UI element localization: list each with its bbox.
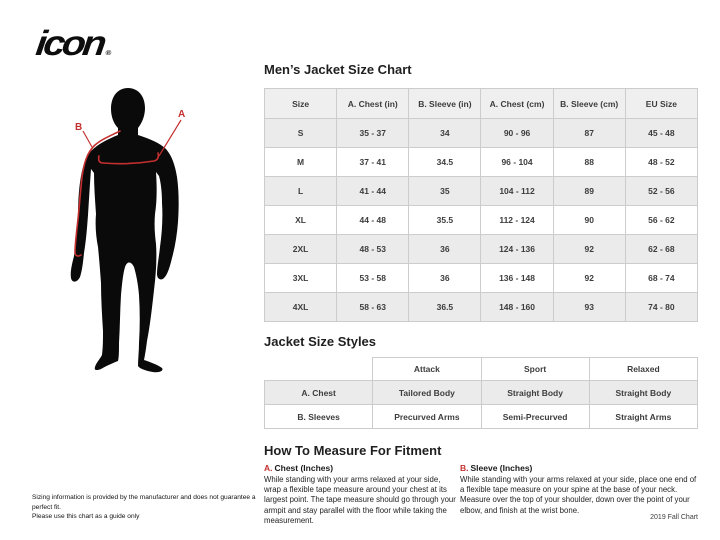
table-row: [265, 293, 698, 322]
table-cell: XL: [265, 206, 337, 235]
table-cell: 37 - 41: [337, 148, 409, 177]
registered-trademark-icon: ®: [104, 50, 112, 57]
table-cell: Precurved Arms: [373, 405, 481, 429]
male-silhouette: [71, 88, 179, 372]
sizing-disclaimer: [32, 493, 264, 522]
measure-body-chest: While standing with your arms relaxed at your side, wrap a flexible tape measure around your chest at its largest point. The tape measure should go through your armpit and stay parallel with the floor while taking the measurement.: [264, 475, 456, 525]
table-cell: A. Chest: [265, 381, 373, 405]
style-chart-table: [264, 357, 698, 429]
measurement-figure: [50, 84, 246, 386]
column-header: A. Chest (cm): [481, 89, 553, 119]
table-cell: 92: [553, 264, 625, 293]
table-header-row: [265, 89, 698, 119]
table-cell: 4XL: [265, 293, 337, 322]
table-cell: B. Sleeves: [265, 405, 373, 429]
table-cell: Straight Body: [481, 381, 589, 405]
chart-version: 2019 Fall Chart: [650, 514, 698, 521]
table-cell: 41 - 44: [337, 177, 409, 206]
table-cell: Straight Arms: [589, 405, 697, 429]
table-cell: 62 - 68: [625, 235, 697, 264]
table-cell: 34.5: [409, 148, 481, 177]
measure-label-a: A.: [264, 463, 273, 473]
size-chart-table: [264, 88, 698, 322]
table-cell: 34: [409, 119, 481, 148]
style-chart-title: Jacket Size Styles: [264, 334, 377, 349]
table-cell: 90: [553, 206, 625, 235]
table-row: [265, 119, 698, 148]
sleeve-label-b: B: [75, 122, 83, 133]
table-cell: 92: [553, 235, 625, 264]
column-header: Sport: [481, 358, 589, 381]
male-silhouette-illustration: [50, 84, 246, 386]
label-a-leader-line: [159, 120, 181, 156]
table-cell: 112 - 124: [481, 206, 553, 235]
table-row: [265, 206, 698, 235]
measure-body-sleeve: While standing with your arms relaxed at your side, place one end of a flexible tape measure on your spine at the base of your neck. Measure over the top of your shoulder, down over the point of your elbow, and finish at the wrist bone.: [460, 475, 697, 515]
measure-heading-chest-text: Chest (Inches): [274, 463, 334, 473]
measure-label-b: B.: [460, 463, 469, 473]
column-header: Relaxed: [589, 358, 697, 381]
table-cell: 35 - 37: [337, 119, 409, 148]
icon-brand-logo: [34, 26, 115, 61]
table-cell: 48 - 53: [337, 235, 409, 264]
table-cell: 124 - 136: [481, 235, 553, 264]
table-row: [265, 381, 698, 405]
measure-heading-chest: [264, 463, 457, 473]
column-header: Size: [265, 89, 337, 119]
column-header: B. Sleeve (cm): [553, 89, 625, 119]
table-cell: 87: [553, 119, 625, 148]
table-cell: 48 - 52: [625, 148, 697, 177]
table-cell: 96 - 104: [481, 148, 553, 177]
table-cell: 3XL: [265, 264, 337, 293]
table-cell: 36: [409, 264, 481, 293]
table-cell: S: [265, 119, 337, 148]
table-cell: 93: [553, 293, 625, 322]
table-row: [265, 235, 698, 264]
table-cell: 35.5: [409, 206, 481, 235]
table-cell: 52 - 56: [625, 177, 697, 206]
disclaimer-line-1: Sizing information is provided by the manufacturer and does not guarantee a perfect fit.: [32, 494, 256, 511]
table-cell: 56 - 62: [625, 206, 697, 235]
table-cell: Straight Body: [589, 381, 697, 405]
table-cell: 36: [409, 235, 481, 264]
chest-label-a: A: [178, 109, 186, 120]
table-cell: 90 - 96: [481, 119, 553, 148]
corner-cell: [265, 358, 373, 381]
table-cell: L: [265, 177, 337, 206]
logo-text: icon: [33, 24, 106, 63]
table-cell: 58 - 63: [337, 293, 409, 322]
column-header: EU Size: [625, 89, 697, 119]
table-cell: M: [265, 148, 337, 177]
table-cell: 53 - 58: [337, 264, 409, 293]
table-cell: 89: [553, 177, 625, 206]
table-row: [265, 148, 698, 177]
measure-heading-sleeve: [460, 463, 700, 473]
table-cell: 88: [553, 148, 625, 177]
measure-title: How To Measure For Fitment: [264, 443, 442, 458]
disclaimer-line-2: Please use this chart as a guide only: [32, 513, 140, 521]
table-cell: 2XL: [265, 235, 337, 264]
table-cell: Tailored Body: [373, 381, 481, 405]
table-cell: 36.5: [409, 293, 481, 322]
table-cell: 104 - 112: [481, 177, 553, 206]
column-header: B. Sleeve (in): [409, 89, 481, 119]
table-cell: 148 - 160: [481, 293, 553, 322]
table-cell: Semi-Precurved: [481, 405, 589, 429]
table-row: [265, 177, 698, 206]
column-header: Attack: [373, 358, 481, 381]
label-b-leader-line: [83, 131, 92, 147]
table-cell: 136 - 148: [481, 264, 553, 293]
table-cell: 74 - 80: [625, 293, 697, 322]
measure-heading-sleeve-text: Sleeve (Inches): [470, 463, 533, 473]
table-cell: 68 - 74: [625, 264, 697, 293]
table-row: [265, 264, 698, 293]
table-cell: 45 - 48: [625, 119, 697, 148]
table-cell: 35: [409, 177, 481, 206]
column-header: A. Chest (in): [337, 89, 409, 119]
table-cell: 44 - 48: [337, 206, 409, 235]
table-row: [265, 405, 698, 429]
size-chart-title: Men’s Jacket Size Chart: [264, 62, 412, 77]
table-header-row: [265, 358, 698, 381]
